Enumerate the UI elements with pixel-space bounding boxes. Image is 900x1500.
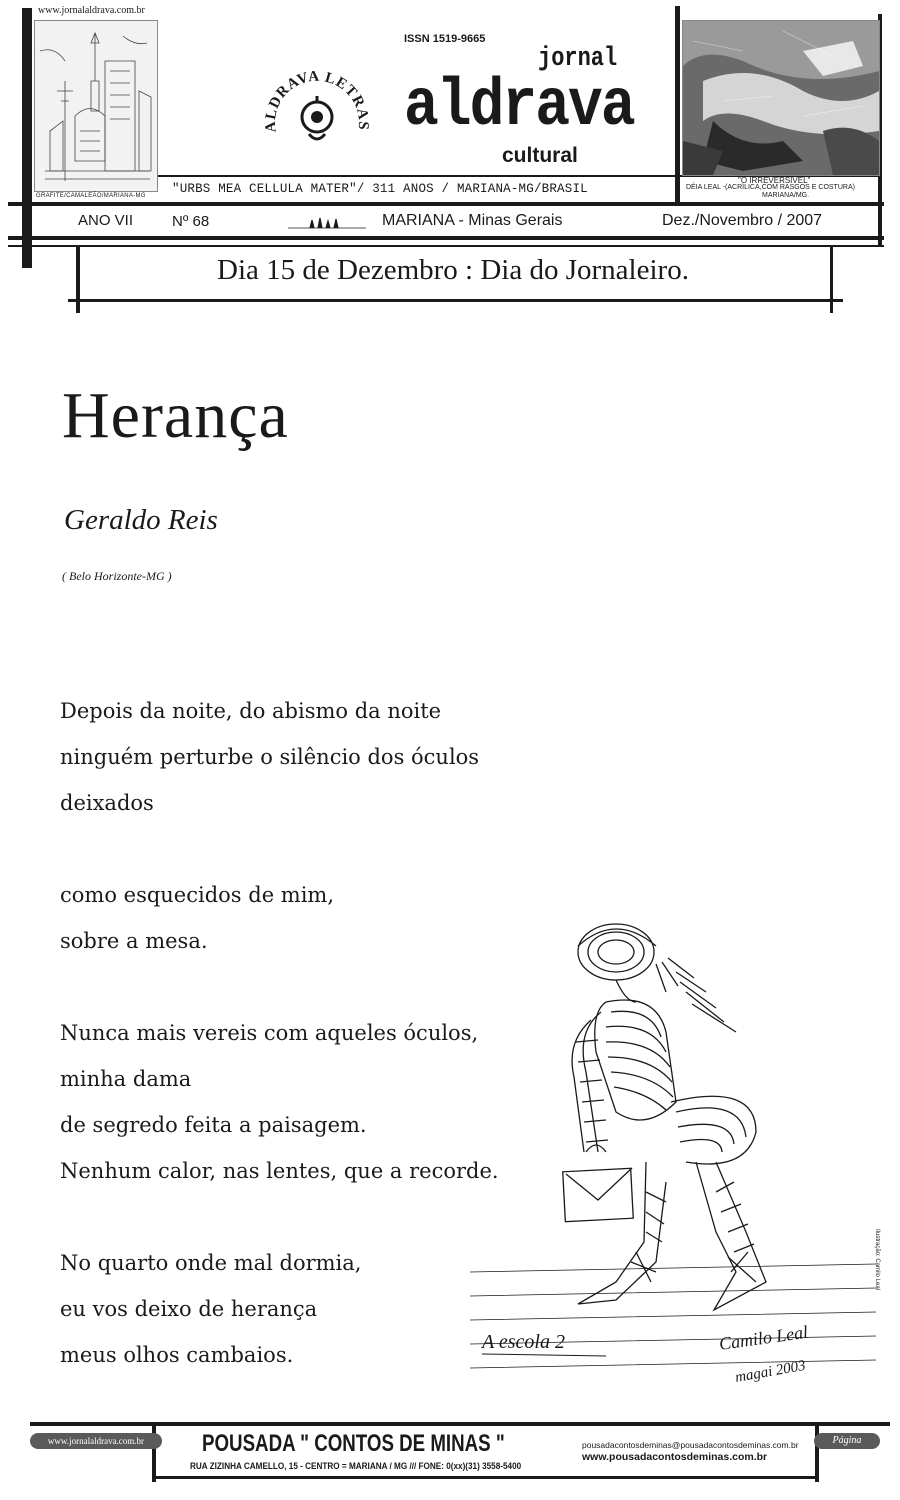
issn: ISSN 1519-9665 [404,33,486,45]
poem-line: como esquecidos de mim, [60,883,335,907]
svg-text:ALDRAVA LETRAS E ARTES: ALDRAVA LETRAS [262,68,372,134]
illustration-signature: Camilo Leal [717,1321,810,1354]
masthead-right-post [675,6,680,202]
aldrava-seal [262,62,372,172]
right-caption-title: "O IRREVERSÍVEL" [738,176,811,185]
ad-web[interactable]: www.pousadacontosdeminas.com.br [582,1451,768,1463]
poem-line: Nunca mais vereis com aqueles óculos, [60,1021,479,1045]
page-label-pill: Página [814,1433,880,1449]
masthead-rule-top [8,202,884,206]
skyline-ornament-icon [288,214,366,230]
issue-date: Dez./Novembro / 2007 [662,212,823,229]
issue-place: MARIANA - Minas Gerais [382,212,563,229]
article-location: ( Belo Horizonte-MG ) [62,569,172,583]
banner-headline: Dia 15 de Dezembro : Dia do Jornaleiro. [217,254,689,286]
knocker-icon [302,96,332,139]
left-sketch-image [34,20,158,192]
illustration-signature-place: magai 2003 [733,1357,807,1386]
poem-line: Nenhum calor, nas lentes, que a recorde. [60,1159,499,1183]
masthead-rule-mid [8,236,884,240]
poem-line: No quarto onde mal dormia, [60,1251,362,1275]
masthead-site-url[interactable]: www.jornalaldrava.com.br [38,5,145,16]
right-caption-line1: DÉIA LEAL -(ACRÍLICA,COM RASGOS E COSTURA) [686,184,855,191]
ad-email[interactable]: pousadacontosdeminas@pousadacontosdeminas.com.br [582,1440,799,1450]
poem-line: de segredo feita a paisagem. [60,1113,367,1137]
issue-year: ANO VII [78,212,134,229]
right-painting-image [682,20,880,176]
brand-jornal: jornal [538,43,618,74]
poem-line: meus olhos cambaios. [60,1343,294,1367]
footer-site-url-pill[interactable]: www.jornalaldrava.com.br [30,1433,162,1449]
issue-number: Nº 68 [172,213,210,230]
motto: "URBS MEA CELLULA MATER"/ 311 ANOS / MARIANA-MG/BRASIL [172,182,588,196]
poem-line: deixados [60,791,154,815]
poem-line: Depois da noite, do abismo da noite [60,699,442,723]
poem-line: eu vos deixo de herança [60,1297,318,1321]
illustration-caption: A escola 2 [482,1331,565,1353]
right-caption-line2: MARIANA/MG. [762,192,810,199]
illustration-credit: Ilustração: Camilo Leal [874,1229,880,1291]
masthead-rule-bottom [8,245,884,247]
brand-aldrava: aldrava [404,70,634,145]
poem-line: sobre a mesa. [60,929,208,953]
poem-line: minha dama [60,1067,192,1091]
banner-bottom-rule [68,299,843,302]
footer-rule-bottom [152,1476,819,1479]
article-author: Geraldo Reis [64,504,218,536]
left-sketch-caption: GRAFITE/CAMALEÃO/MARIANA-MG [36,193,146,199]
article-title: Herança [62,379,289,452]
ad-address: RUA ZIZINHA CAMELLO, 15 - CENTRO = MARIANA / MG /// FONE: 0(xx)(31) 3558-5400 [190,1461,522,1472]
ad-title: POUSADA " CONTOS DE MINAS " [202,1430,505,1457]
poem-line: ninguém perturbe o silêncio dos óculos [60,745,480,769]
masthead-left-post [22,8,32,268]
footer-rule-top [30,1422,890,1426]
figure-illustration [466,912,886,1390]
brand-cultural: cultural [502,144,578,167]
